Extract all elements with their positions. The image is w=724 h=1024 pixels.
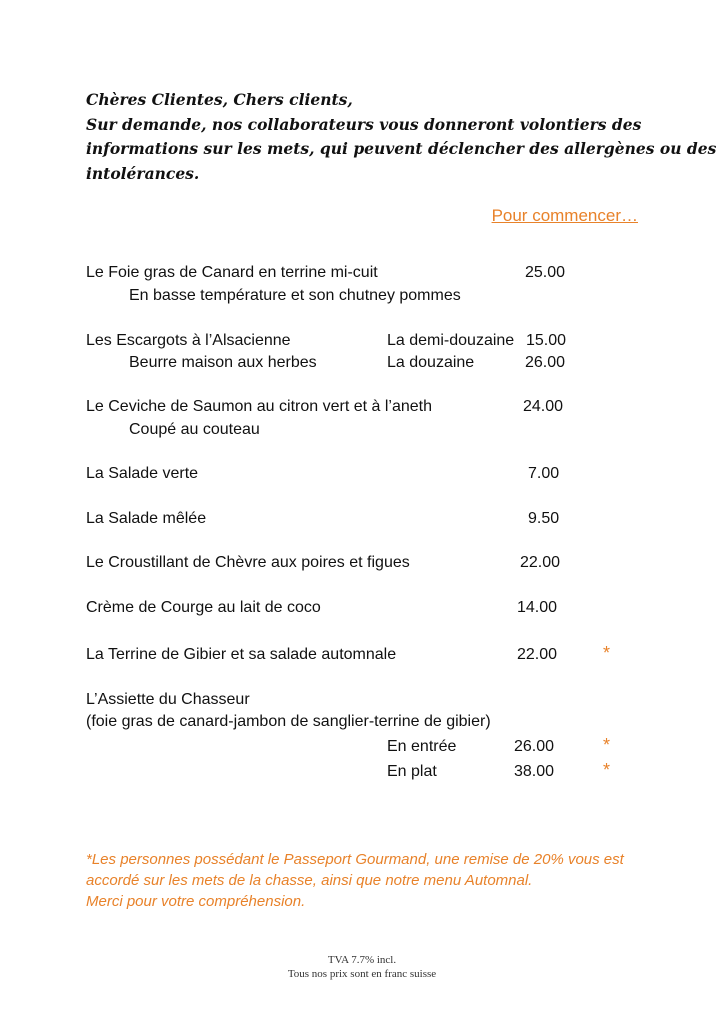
item-assiette-chasseur-opt1-label: En entrée xyxy=(387,738,457,755)
intro-line: Sur demande, nos collaborateurs vous donneront volontiers des xyxy=(86,114,642,134)
hunting-star-marker: * xyxy=(603,735,611,755)
hunting-star-marker: * xyxy=(603,643,611,663)
item-creme-courge-name: Crème de Courge au lait de coco xyxy=(86,599,321,616)
item-assiette-chasseur-opt2-label: En plat xyxy=(387,763,437,780)
item-ceviche-sub: Coupé au couteau xyxy=(129,421,260,438)
item-escargots-name: Les Escargots à l’Alsacienne xyxy=(86,332,291,349)
item-foie-gras-name: Le Foie gras de Canard en terrine mi-cuit xyxy=(86,264,378,281)
item-assiette-chasseur-sub: (foie gras de canard-jambon de sanglier-terrine de gibier) xyxy=(86,713,491,730)
note-line: *Les personnes possédant le Passeport Gourmand, une remise de 20% vous est xyxy=(86,851,624,868)
item-escargots-opt1-price: 15.00 xyxy=(526,332,567,349)
note-line: accordé sur les mets de la chasse, ainsi que notre menu Automnal. xyxy=(86,872,533,889)
item-croustillant-price: 22.00 xyxy=(520,554,561,571)
item-assiette-chasseur-opt2-price: 38.00 xyxy=(514,763,555,780)
item-salade-verte-name: La Salade verte xyxy=(86,465,199,482)
item-terrine-gibier-price: 22.00 xyxy=(517,646,558,663)
item-salade-melee-price: 9.50 xyxy=(528,510,560,527)
footer-currency: Tous nos prix sont en franc suisse xyxy=(287,968,437,980)
intro-line: informations sur les mets, qui peuvent déclencher des allergènes ou des xyxy=(86,139,717,158)
footer xyxy=(0,953,724,981)
item-salade-verte-price: 7.00 xyxy=(528,465,560,482)
item-croustillant-name: Le Croustillant de Chèvre aux poires et figues xyxy=(86,554,410,571)
item-escargots-opt2-price: 26.00 xyxy=(525,354,566,371)
item-creme-courge-price: 14.00 xyxy=(517,599,558,616)
item-ceviche-name: Le Ceviche de Saumon au citron vert et à l’aneth xyxy=(86,398,432,415)
item-salade-melee-name: La Salade mêlée xyxy=(86,510,207,527)
allergen-intro xyxy=(86,88,717,186)
item-assiette-chasseur-opt1-price: 26.00 xyxy=(514,738,555,755)
item-escargots-opt1-label: La demi-douzaine xyxy=(387,332,515,349)
item-escargots-sub: Beurre maison aux herbes xyxy=(129,354,317,371)
note-line: Merci pour votre compréhension. xyxy=(86,893,306,910)
item-foie-gras-price: 25.00 xyxy=(525,264,566,281)
section-title: Pour commencer… xyxy=(491,206,638,225)
item-ceviche-price: 24.00 xyxy=(523,398,564,415)
passeport-gourmand-note xyxy=(86,849,666,912)
intro-line: Chères Clientes, Chers clients, xyxy=(86,90,353,109)
item-assiette-chasseur-name: L’Assiette du Chasseur xyxy=(86,691,250,708)
item-foie-gras-sub: En basse température et son chutney pommes xyxy=(129,287,461,304)
item-escargots-opt2-label: La douzaine xyxy=(387,354,475,371)
intro-line: intolérances. xyxy=(86,163,200,183)
hunting-star-marker: * xyxy=(603,760,611,780)
footer-tva: TVA 7.7% incl. xyxy=(327,954,397,966)
item-terrine-gibier-name: La Terrine de Gibier et sa salade automnale xyxy=(86,646,397,663)
